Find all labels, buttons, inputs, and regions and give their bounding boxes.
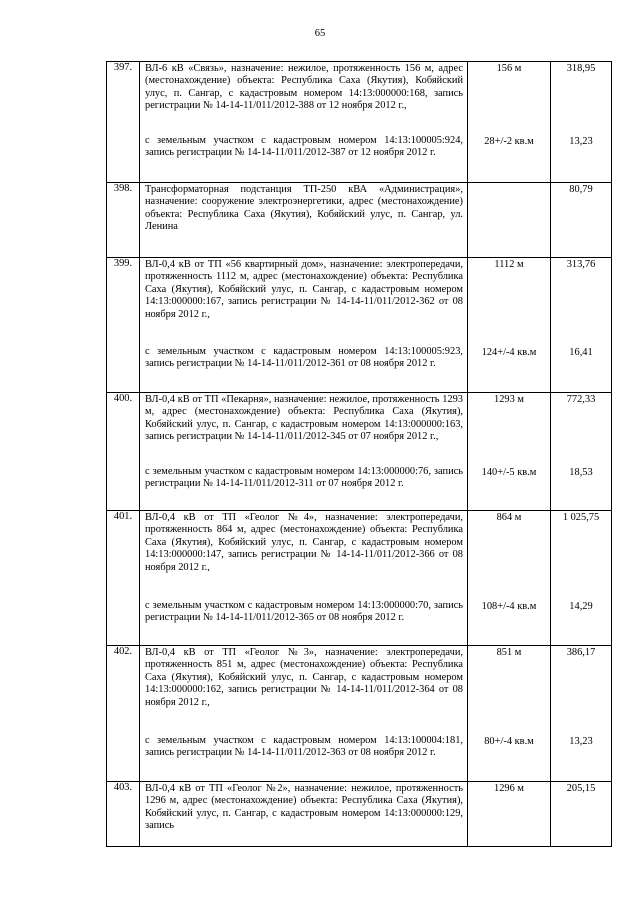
- land-area-value: 28+/-2 кв.м: [484, 136, 534, 147]
- cost-value: 80,79: [569, 184, 593, 195]
- object-value: [551, 183, 612, 258]
- land-cost-value: 16,41: [569, 347, 593, 358]
- object-text: ВЛ-0,4 кВ от ТП «Геолог №4», назначение: электропередачи, протяженность 864 м, адрес (местонахождение) объекта: Республика Саха (Якутия), Кобяйский улус, п. Сангар, с кадастровым номером 14:13:000000:147, запись регистрации № 14-14-11/011/2012-366 от 08 ноября 2012 г.,: [145, 512, 463, 573]
- object-text: ВЛ-0,4 кВ от ТП «Геолог №2», назначение: нежилое, протяженность 1296 м, адрес (местонахождение) объекта: Республика Саха (Якутия), Кобяйский улус, п. Сангар, с кадастровым номером 14:13:000000:129, запись: [145, 783, 463, 832]
- object-value: [551, 646, 612, 782]
- cost-value: 205,15: [566, 783, 596, 794]
- land-plot-text: с земельным участком с кадастровым номером 14:13:100005:924, запись регистрации № 14-14-11/011/2012-387 от 12 ноября 2012 г.: [145, 135, 463, 159]
- object-text: ВЛ-0,4 кВ от ТП «56 квартирный дом», назначение: электропередачи, протяженность 1112 м, адрес (местонахождение) объекта: Республика Саха (Якутия), Кобяйский улус, п. Сангар, с кадастровым номером 14:13:000000:167, запись регистрации № 14-14-11/011/2012-362 от 08 ноября 2012 г.,: [145, 259, 463, 320]
- land-plot-text: с земельным участком с кадастровым номером 14:13:000000:76, запись регистрации № 14-14-11/011/2012-311 от 07 ноября 2012 г.: [145, 466, 463, 490]
- object-description: [140, 183, 468, 258]
- cost-value: 313,76: [566, 259, 596, 270]
- page-number: 65: [314, 28, 326, 39]
- length-value: 1293 м: [494, 394, 524, 405]
- table-row: [107, 393, 612, 511]
- object-length: [468, 782, 551, 847]
- object-text: ВЛ-0,4 кВ от ТП «Пекарня», назначение: нежилое, протяженность 1293 м, адрес (местонахождение) объекта: Республика Саха (Якутия), Кобяйский улус, п. Сангар, с кадастровым номером 14:13:000000:163, запись регистрации № 14-14-11/011/2012-345 от 07 ноября 2012 г.,: [145, 394, 463, 443]
- object-length: [468, 646, 551, 782]
- object-length: [468, 393, 551, 511]
- table-row: [107, 183, 612, 258]
- object-length: [468, 62, 551, 183]
- row-number: 401.: [107, 511, 140, 646]
- object-description: [140, 511, 468, 646]
- object-value: [551, 393, 612, 511]
- object-value: [551, 258, 612, 393]
- object-text: ВЛ-0,4 кВ от ТП «Геолог №3», назначение: электропередачи, протяженность 851 м, адрес (местонахождение) объекта: Республика Саха (Якутия), Кобяйский улус, п. Сангар, с кадастровым номером 14:13:000000:162, запись регистрации № 14-14-11/011/2012-364 от 08 ноября 2012 г.,: [145, 647, 463, 708]
- land-area-value: 80+/-4 кв.м: [484, 736, 534, 747]
- length-value: 156 м: [496, 63, 522, 74]
- land-cost-value: 14,29: [569, 601, 593, 612]
- row-number: 397.: [107, 62, 140, 183]
- length-value: [468, 183, 550, 184]
- land-cost-value: 18,53: [569, 467, 593, 478]
- table-row: [107, 511, 612, 646]
- land-area-value: 124+/-4 кв.м: [481, 347, 537, 358]
- object-text: ВЛ-6 кВ «Связь», назначение: нежилое, протяженность 156 м, адрес (местонахождение) объекта: Республика Саха (Якутия), Кобяйский улус, п. Сангар, с кадастровым номером 14:13:000000:168, запись регистрации № 14-14-11/011/2012-388 от 12 ноября 2012 г.,: [145, 63, 463, 112]
- object-description: [140, 393, 468, 511]
- object-description: [140, 258, 468, 393]
- object-length: [468, 511, 551, 646]
- object-length: [468, 183, 551, 258]
- land-area-value: 108+/-4 кв.м: [481, 601, 537, 612]
- table-row: [107, 782, 612, 847]
- cost-value: 386,17: [566, 647, 596, 658]
- table-row: [107, 62, 612, 183]
- property-table: [106, 61, 612, 847]
- land-area-value: 140+/-5 кв.м: [481, 467, 537, 478]
- object-description: [140, 62, 468, 183]
- cost-value: 772,33: [566, 394, 596, 405]
- land-plot-text: с земельным участком с кадастровым номером 14:13:100004:181, запись регистрации № 14-14-11/011/2012-363 от 08 ноября 2012 г.: [145, 735, 463, 759]
- object-description: [140, 646, 468, 782]
- cost-value: 1 025,75: [562, 512, 600, 523]
- object-value: [551, 62, 612, 183]
- row-number: 398.: [107, 183, 140, 258]
- cost-value: 318,95: [566, 63, 596, 74]
- table-row: [107, 258, 612, 393]
- length-value: 1296 м: [494, 783, 524, 794]
- object-description: [140, 782, 468, 847]
- object-value: [551, 511, 612, 646]
- row-number: 399.: [107, 258, 140, 393]
- land-plot-text: с земельным участком с кадастровым номером 14:13:000000:70, запись регистрации № 14-14-11/011/2012-365 от 08 ноября 2012 г.: [145, 600, 463, 624]
- length-value: 1112 м: [494, 259, 524, 270]
- object-text: Трансформаторная подстанция ТП-250 кВА «Администрация», назначение: сооружение электроэнергетики, адрес (местонахождение) объекта: Республика Саха (Якутия), Кобяйский улус, п. Сангар, ул. Ленина: [145, 184, 463, 233]
- row-number: 403.: [107, 782, 140, 847]
- object-length: [468, 258, 551, 393]
- row-number: 402.: [107, 646, 140, 782]
- table-row: [107, 646, 612, 782]
- land-cost-value: 13,23: [569, 136, 593, 147]
- length-value: 851 м: [496, 647, 522, 658]
- object-value: [551, 782, 612, 847]
- land-plot-text: с земельным участком с кадастровым номером 14:13:100005:923, запись регистрации № 14-14-11/011/2012-361 от 08 ноября 2012 г.: [145, 346, 463, 370]
- row-number: 400.: [107, 393, 140, 511]
- length-value: 864 м: [496, 512, 522, 523]
- land-cost-value: 13,23: [569, 736, 593, 747]
